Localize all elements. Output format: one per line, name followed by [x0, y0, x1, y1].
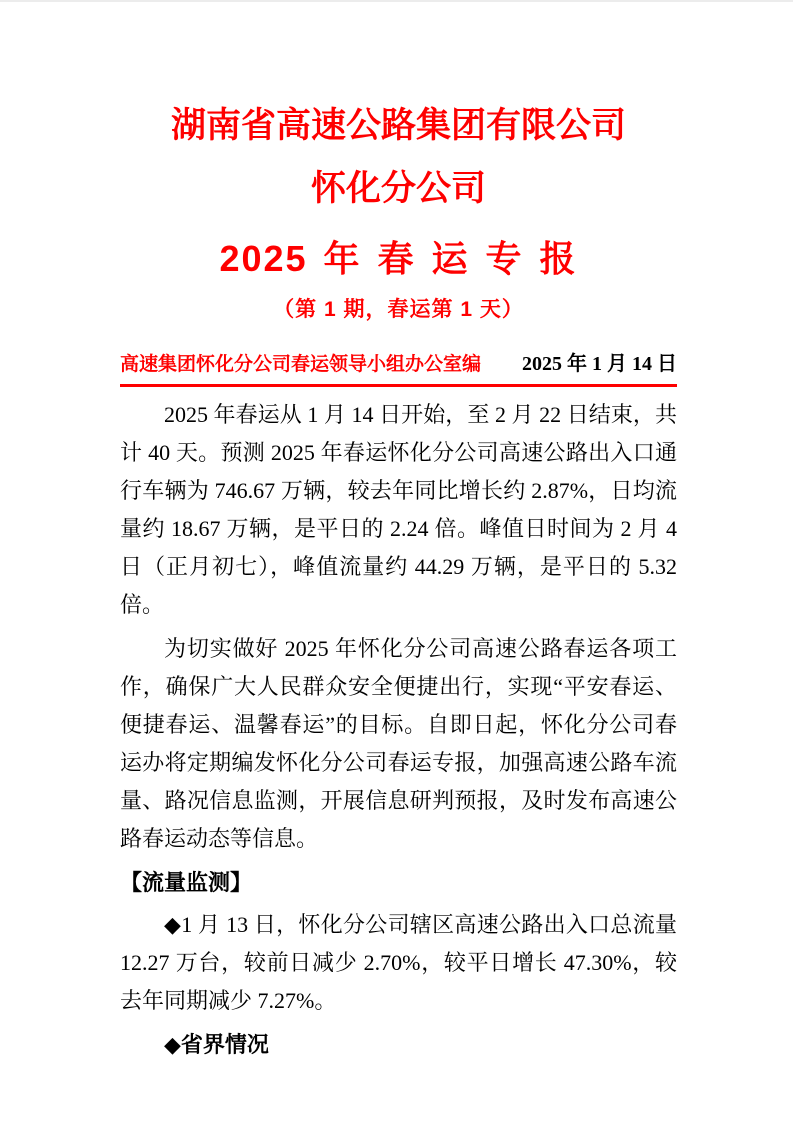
editor-label: 高速集团怀化分公司春运领导小组办公室编 — [120, 354, 482, 375]
editor-date: 2025 年 1 月 14 日 — [522, 353, 677, 375]
purpose-paragraph: 为切实做好 2025 年怀化分公司高速公路春运各项工作，确保广大人民群众安全便捷出行，实现“平安春运、便捷春运、温馨春运”的目标。自即日起，怀化分公司春运办将定期编发怀化分公司春运专报，加强高速公路车流量、路况信息监测，开展信息研判预报，及时发布高速公路春运动态等信息。 — [120, 636, 677, 851]
report-title: 2025 年 春 运 专 报 — [219, 238, 578, 279]
subsection-heading-province-border: ◆省界情况 — [164, 1032, 269, 1057]
company-title: 湖南省高速公路集团有限公司 — [170, 106, 626, 145]
intro-paragraph: 2025 年春运从 1 月 14 日开始，至 2 月 22 日结束，共计 40 天。预测 2025 年春运怀化分公司高速公路出入口通行车辆为 746.67 万辆，较去年同比增长约 2.87%，日均流量约 18.67 万辆，是平日的 2.24 倍。峰值日时间为 2 月 4 日（正月初七），峰值流量约 44.29 万辆，是平日的 5.32 倍。 — [120, 402, 677, 617]
traffic-summary-paragraph: ◆1 月 13 日，怀化分公司辖区高速公路出入口总流量 12.27 万台，较前日减少 2.70%，较平日增长 47.30%，较去年同期减少 7.27%。 — [120, 912, 677, 1013]
issue-info: （第 1 期，春运第 1 天） — [273, 298, 524, 321]
branch-title: 怀化分公司 — [310, 169, 486, 208]
editor-row — [120, 347, 677, 387]
section-heading-traffic-monitoring: 【流量监测】 — [120, 870, 253, 895]
